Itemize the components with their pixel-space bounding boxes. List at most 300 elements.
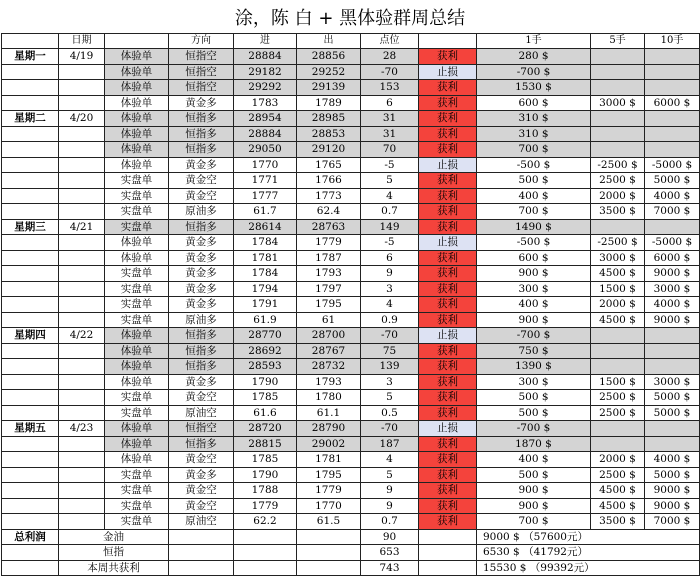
table-row: [2, 312, 700, 328]
profit-10-lot-cell: 3000 $: [645, 281, 700, 297]
profit-1-lot-cell: 280 $: [477, 49, 591, 65]
direction-cell: 黄金空: [169, 452, 234, 468]
result-cell: 获利: [419, 312, 477, 328]
table-row: [2, 405, 700, 421]
date-cell: [59, 436, 105, 452]
profit-1-lot-cell: 400 $: [477, 188, 591, 204]
order-type-cell: 实盘单: [105, 281, 169, 297]
order-type-cell: 实盘单: [105, 266, 169, 282]
points-cell: 5: [361, 390, 419, 406]
table-row: [2, 328, 700, 344]
day-cell: [2, 390, 59, 406]
profit-1-lot-cell: 900 $: [477, 483, 591, 499]
date-cell: 4/22: [59, 328, 105, 344]
result-cell: 止损: [419, 235, 477, 251]
points-cell: 9: [361, 266, 419, 282]
profit-1-lot-cell: -700 $: [477, 328, 591, 344]
entry-cell: 1783: [234, 95, 297, 111]
profit-1-lot-cell: 600 $: [477, 250, 591, 266]
entry-cell: 29182: [234, 64, 297, 80]
exit-cell: 28763: [297, 219, 361, 235]
points-cell: -70: [361, 421, 419, 437]
profit-1-lot-cell: 1390 $: [477, 359, 591, 375]
entry-cell: 1791: [234, 297, 297, 313]
day-cell: [2, 235, 59, 251]
entry-cell: 28614: [234, 219, 297, 235]
order-type-cell: 实盘单: [105, 483, 169, 499]
profit-5-lot-cell: 4500 $: [591, 312, 645, 328]
result-cell: 获利: [419, 126, 477, 142]
direction-cell: 恒指多: [169, 343, 234, 359]
exit-cell: 29120: [297, 142, 361, 158]
profit-10-lot-cell: 4000 $: [645, 188, 700, 204]
exit-cell: 61.5: [297, 514, 361, 530]
result-cell: 获利: [419, 188, 477, 204]
empty-cell: [297, 529, 361, 545]
profit-10-lot-cell: 5000 $: [645, 467, 700, 483]
empty-cell: [419, 560, 477, 576]
profit-1-lot-cell: 300 $: [477, 374, 591, 390]
exit-cell: 28790: [297, 421, 361, 437]
direction-cell: 黄金多: [169, 467, 234, 483]
day-cell: 星期一: [2, 49, 59, 65]
profit-10-lot-cell: 3000 $: [645, 374, 700, 390]
day-cell: 星期四: [2, 328, 59, 344]
profit-10-lot-cell: 9000 $: [645, 312, 700, 328]
result-cell: 止损: [419, 328, 477, 344]
profit-10-lot-cell: 4000 $: [645, 297, 700, 313]
profit-5-lot-cell: -2500 $: [591, 235, 645, 251]
result-cell: 止损: [419, 157, 477, 173]
order-type-cell: 体验单: [105, 95, 169, 111]
points-cell: -70: [361, 328, 419, 344]
profit-5-lot-cell: [591, 359, 645, 375]
order-type-cell: 实盘单: [105, 219, 169, 235]
exit-cell: 29002: [297, 436, 361, 452]
column-header: 出: [297, 34, 361, 49]
profit-1-lot-cell: -500 $: [477, 157, 591, 173]
day-cell: 星期二: [2, 111, 59, 127]
exit-cell: 1766: [297, 173, 361, 189]
entry-cell: 1777: [234, 188, 297, 204]
direction-cell: 恒指空: [169, 421, 234, 437]
profit-1-lot-cell: 700 $: [477, 514, 591, 530]
date-cell: [59, 188, 105, 204]
day-cell: [2, 359, 59, 375]
points-cell: 139: [361, 359, 419, 375]
date-cell: [59, 405, 105, 421]
order-type-cell: 体验单: [105, 235, 169, 251]
result-cell: 获利: [419, 514, 477, 530]
date-cell: [59, 483, 105, 499]
exit-cell: 62.4: [297, 204, 361, 220]
profit-5-lot-cell: 2000 $: [591, 297, 645, 313]
summary-name-cell: 金油: [59, 529, 169, 545]
date-cell: [59, 312, 105, 328]
date-cell: [59, 297, 105, 313]
points-cell: 6: [361, 250, 419, 266]
date-cell: [59, 359, 105, 375]
day-cell: [2, 452, 59, 468]
column-header: [105, 34, 169, 49]
profit-10-lot-cell: 7000 $: [645, 204, 700, 220]
profit-10-lot-cell: [645, 64, 700, 80]
profit-5-lot-cell: 3500 $: [591, 514, 645, 530]
direction-cell: 恒指空: [169, 80, 234, 96]
direction-cell: 黄金多: [169, 235, 234, 251]
profit-5-lot-cell: 2000 $: [591, 452, 645, 468]
direction-cell: 原油多: [169, 312, 234, 328]
date-cell: [59, 343, 105, 359]
entry-cell: 28815: [234, 436, 297, 452]
empty-cell: [2, 560, 59, 576]
summary-row: [2, 529, 700, 545]
table-row: [2, 421, 700, 437]
table-row: [2, 250, 700, 266]
result-cell: 获利: [419, 250, 477, 266]
profit-5-lot-cell: 2500 $: [591, 467, 645, 483]
date-cell: [59, 235, 105, 251]
table-row: [2, 219, 700, 235]
entry-cell: 61.7: [234, 204, 297, 220]
points-cell: 31: [361, 111, 419, 127]
day-cell: [2, 188, 59, 204]
points-cell: 5: [361, 173, 419, 189]
direction-cell: 恒指空: [169, 64, 234, 80]
empty-cell: [169, 529, 234, 545]
result-cell: 获利: [419, 343, 477, 359]
order-type-cell: 实盘单: [105, 173, 169, 189]
empty-cell: [234, 529, 297, 545]
date-cell: 4/19: [59, 49, 105, 65]
column-header: 1手: [477, 34, 591, 49]
day-cell: [2, 297, 59, 313]
column-header: 点位: [361, 34, 419, 49]
entry-cell: 61.6: [234, 405, 297, 421]
order-type-cell: 体验单: [105, 49, 169, 65]
direction-cell: 恒指多: [169, 359, 234, 375]
points-cell: 0.7: [361, 204, 419, 220]
column-header: [419, 34, 477, 49]
exit-cell: 1765: [297, 157, 361, 173]
profit-1-lot-cell: 310 $: [477, 111, 591, 127]
day-cell: [2, 157, 59, 173]
profit-10-lot-cell: 5000 $: [645, 390, 700, 406]
date-cell: [59, 498, 105, 514]
exit-cell: 28732: [297, 359, 361, 375]
profit-1-lot-cell: 600 $: [477, 95, 591, 111]
exit-cell: 1797: [297, 281, 361, 297]
day-cell: [2, 281, 59, 297]
direction-cell: 黄金多: [169, 374, 234, 390]
order-type-cell: 实盘单: [105, 390, 169, 406]
day-cell: [2, 312, 59, 328]
direction-cell: 原油空: [169, 514, 234, 530]
points-cell: 0.9: [361, 312, 419, 328]
entry-cell: 28954: [234, 111, 297, 127]
profit-5-lot-cell: [591, 111, 645, 127]
profit-1-lot-cell: 500 $: [477, 390, 591, 406]
entry-cell: 1779: [234, 498, 297, 514]
direction-cell: 黄金空: [169, 188, 234, 204]
result-cell: 获利: [419, 219, 477, 235]
order-type-cell: 体验单: [105, 436, 169, 452]
direction-cell: 黄金多: [169, 95, 234, 111]
table-row: [2, 436, 700, 452]
exit-cell: 1779: [297, 483, 361, 499]
header-row: [2, 34, 700, 49]
points-cell: 70: [361, 142, 419, 158]
profit-5-lot-cell: 2500 $: [591, 173, 645, 189]
day-cell: [2, 64, 59, 80]
profit-5-lot-cell: [591, 436, 645, 452]
profit-10-lot-cell: [645, 328, 700, 344]
profit-10-lot-cell: 9000 $: [645, 266, 700, 282]
exit-cell: 29252: [297, 64, 361, 80]
profit-1-lot-cell: 300 $: [477, 281, 591, 297]
day-cell: [2, 173, 59, 189]
points-cell: 187: [361, 436, 419, 452]
profit-5-lot-cell: 3000 $: [591, 250, 645, 266]
entry-cell: 1785: [234, 452, 297, 468]
result-cell: 获利: [419, 405, 477, 421]
summary-profit-cell: 15530 $ （99392元）: [477, 560, 700, 576]
page-title: 涂，陈 白 + 黑体验群周总结: [234, 7, 466, 29]
day-cell: [2, 467, 59, 483]
date-cell: [59, 281, 105, 297]
table-row: [2, 359, 700, 375]
profit-10-lot-cell: 9000 $: [645, 483, 700, 499]
direction-cell: 黄金空: [169, 173, 234, 189]
summary-name-cell: 本周共获利: [59, 560, 169, 576]
profit-1-lot-cell: 310 $: [477, 126, 591, 142]
summary-row: [2, 560, 700, 576]
exit-cell: 1779: [297, 235, 361, 251]
date-cell: [59, 173, 105, 189]
result-cell: 获利: [419, 374, 477, 390]
exit-cell: 1795: [297, 467, 361, 483]
points-cell: 0.7: [361, 514, 419, 530]
direction-cell: 恒指多: [169, 142, 234, 158]
profit-10-lot-cell: [645, 49, 700, 65]
date-cell: [59, 126, 105, 142]
day-cell: [2, 405, 59, 421]
table-row: [2, 514, 700, 530]
date-cell: [59, 95, 105, 111]
day-cell: 星期五: [2, 421, 59, 437]
profit-10-lot-cell: 4000 $: [645, 452, 700, 468]
entry-cell: 29050: [234, 142, 297, 158]
summary-points-cell: 90: [361, 529, 419, 545]
exit-cell: 28700: [297, 328, 361, 344]
profit-1-lot-cell: -700 $: [477, 421, 591, 437]
empty-cell: [169, 560, 234, 576]
profit-1-lot-cell: 500 $: [477, 405, 591, 421]
direction-cell: 原油多: [169, 204, 234, 220]
date-cell: [59, 452, 105, 468]
profit-5-lot-cell: [591, 343, 645, 359]
empty-cell: [234, 545, 297, 561]
order-type-cell: 体验单: [105, 142, 169, 158]
order-type-cell: 体验单: [105, 80, 169, 96]
entry-cell: 28884: [234, 126, 297, 142]
direction-cell: 黄金多: [169, 281, 234, 297]
profit-5-lot-cell: [591, 49, 645, 65]
profit-10-lot-cell: [645, 80, 700, 96]
column-header: 方向: [169, 34, 234, 49]
summary-profit-cell: 6530 $ （41792元）: [477, 545, 700, 561]
profit-1-lot-cell: 500 $: [477, 467, 591, 483]
summary-profit-cell: 9000 $ （57600元）: [477, 529, 700, 545]
date-cell: 4/20: [59, 111, 105, 127]
entry-cell: 28720: [234, 421, 297, 437]
profit-5-lot-cell: 3500 $: [591, 204, 645, 220]
entry-cell: 61.9: [234, 312, 297, 328]
result-cell: 获利: [419, 173, 477, 189]
points-cell: -5: [361, 157, 419, 173]
points-cell: 9: [361, 483, 419, 499]
points-cell: 6: [361, 95, 419, 111]
profit-5-lot-cell: [591, 80, 645, 96]
profit-10-lot-cell: [645, 111, 700, 127]
date-cell: [59, 514, 105, 530]
order-type-cell: 体验单: [105, 359, 169, 375]
profit-10-lot-cell: -5000 $: [645, 157, 700, 173]
date-cell: [59, 250, 105, 266]
entry-cell: 28770: [234, 328, 297, 344]
direction-cell: 原油空: [169, 405, 234, 421]
profit-10-lot-cell: [645, 359, 700, 375]
points-cell: 0.5: [361, 405, 419, 421]
day-cell: [2, 126, 59, 142]
table-row: [2, 173, 700, 189]
entry-cell: 1788: [234, 483, 297, 499]
direction-cell: 黄金多: [169, 297, 234, 313]
profit-10-lot-cell: 5000 $: [645, 405, 700, 421]
direction-cell: 黄金多: [169, 266, 234, 282]
table-row: [2, 80, 700, 96]
table-row: [2, 157, 700, 173]
order-type-cell: 体验单: [105, 157, 169, 173]
order-type-cell: 实盘单: [105, 188, 169, 204]
day-cell: [2, 498, 59, 514]
profit-1-lot-cell: 400 $: [477, 452, 591, 468]
result-cell: 获利: [419, 142, 477, 158]
order-type-cell: 体验单: [105, 328, 169, 344]
result-cell: 获利: [419, 359, 477, 375]
result-cell: 获利: [419, 297, 477, 313]
date-cell: [59, 80, 105, 96]
profit-5-lot-cell: 4500 $: [591, 266, 645, 282]
date-cell: [59, 204, 105, 220]
exit-cell: 28853: [297, 126, 361, 142]
table-row: [2, 390, 700, 406]
result-cell: 获利: [419, 49, 477, 65]
table-row: [2, 126, 700, 142]
exit-cell: 28985: [297, 111, 361, 127]
day-cell: [2, 514, 59, 530]
table-row: [2, 188, 700, 204]
column-header: 日期: [59, 34, 105, 49]
result-cell: 获利: [419, 498, 477, 514]
points-cell: 4: [361, 452, 419, 468]
day-cell: [2, 266, 59, 282]
order-type-cell: 实盘单: [105, 297, 169, 313]
order-type-cell: 实盘单: [105, 312, 169, 328]
profit-10-lot-cell: [645, 142, 700, 158]
result-cell: 获利: [419, 390, 477, 406]
day-cell: [2, 204, 59, 220]
empty-cell: [297, 560, 361, 576]
exit-cell: 1795: [297, 297, 361, 313]
order-type-cell: 体验单: [105, 374, 169, 390]
empty-cell: [234, 560, 297, 576]
points-cell: -70: [361, 64, 419, 80]
profit-5-lot-cell: [591, 328, 645, 344]
order-type-cell: 体验单: [105, 126, 169, 142]
result-cell: 获利: [419, 436, 477, 452]
exit-cell: 1770: [297, 498, 361, 514]
direction-cell: 黄金多: [169, 157, 234, 173]
column-header: [2, 34, 59, 49]
profit-10-lot-cell: [645, 436, 700, 452]
profit-10-lot-cell: 9000 $: [645, 498, 700, 514]
profit-5-lot-cell: 2500 $: [591, 405, 645, 421]
empty-cell: [419, 529, 477, 545]
entry-cell: 29292: [234, 80, 297, 96]
points-cell: 3: [361, 281, 419, 297]
profit-10-lot-cell: [645, 126, 700, 142]
profit-5-lot-cell: -2500 $: [591, 157, 645, 173]
profit-10-lot-cell: [645, 343, 700, 359]
exit-cell: 61.1: [297, 405, 361, 421]
order-type-cell: 实盘单: [105, 405, 169, 421]
exit-cell: 1793: [297, 374, 361, 390]
date-cell: [59, 390, 105, 406]
entry-cell: 1790: [234, 467, 297, 483]
points-cell: 9: [361, 498, 419, 514]
summary-points-cell: 743: [361, 560, 419, 576]
table-row: [2, 452, 700, 468]
direction-cell: 恒指多: [169, 219, 234, 235]
profit-10-lot-cell: 6000 $: [645, 95, 700, 111]
direction-cell: 黄金空: [169, 483, 234, 499]
profit-1-lot-cell: 500 $: [477, 173, 591, 189]
weekly-summary-table: [1, 33, 700, 576]
result-cell: 止损: [419, 421, 477, 437]
result-cell: 获利: [419, 80, 477, 96]
profit-5-lot-cell: [591, 126, 645, 142]
exit-cell: 1773: [297, 188, 361, 204]
total-profit-label: 总利润: [2, 529, 59, 545]
profit-1-lot-cell: -500 $: [477, 235, 591, 251]
day-cell: [2, 343, 59, 359]
table-row: [2, 374, 700, 390]
date-cell: 4/23: [59, 421, 105, 437]
points-cell: 3: [361, 374, 419, 390]
profit-1-lot-cell: 750 $: [477, 343, 591, 359]
order-type-cell: 体验单: [105, 250, 169, 266]
table-row: [2, 467, 700, 483]
profit-1-lot-cell: 900 $: [477, 266, 591, 282]
profit-5-lot-cell: 4500 $: [591, 483, 645, 499]
profit-5-lot-cell: [591, 219, 645, 235]
exit-cell: 1787: [297, 250, 361, 266]
entry-cell: 1781: [234, 250, 297, 266]
exit-cell: 29139: [297, 80, 361, 96]
day-cell: [2, 250, 59, 266]
order-type-cell: 体验单: [105, 111, 169, 127]
